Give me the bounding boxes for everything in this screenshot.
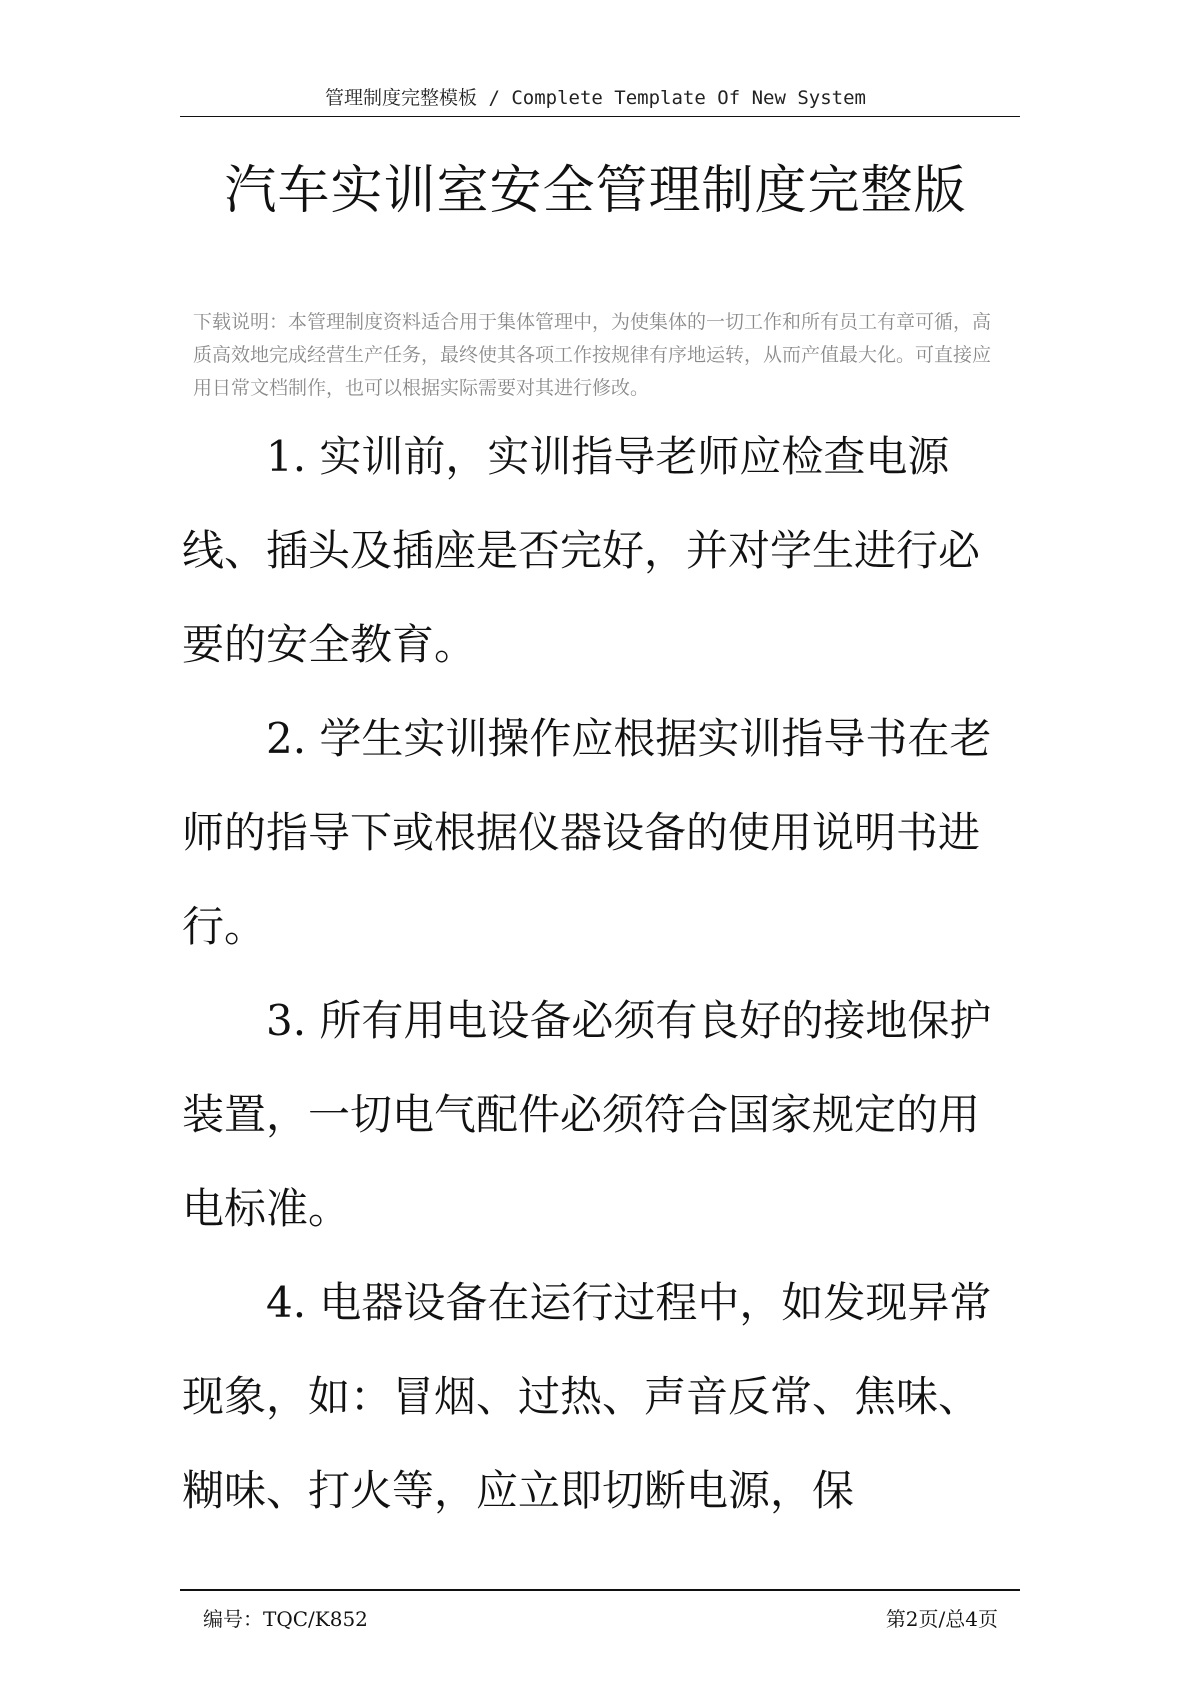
document-body <box>182 410 1012 1538</box>
page-number: 第2页/总4页 <box>885 1607 998 1631</box>
page-header: 管理制度完整模板 / Complete Template Of New System <box>325 87 866 109</box>
document-title: 汽车实训室安全管理制度完整版 <box>224 161 967 221</box>
document-code: 编号：TQC/K852 <box>203 1607 368 1631</box>
paragraph-3: 3. 所有用电设备必须有良好的接地保护装置，一切电气配件必须符合国家规定的用电标准。 <box>182 996 992 1233</box>
paragraph-4: 4. 电器设备在运行过程中，如发现异常现象，如：冒烟、过热、声音反常、焦味、糊味、打火等，应立即切断电源，保 <box>182 1278 992 1515</box>
paragraph-2: 2. 学生实训操作应根据实训指导书在老师的指导下或根据仪器设备的使用说明书进行。 <box>182 714 992 951</box>
paragraph-1: 1. 实训前，实训指导老师应检查电源线、插头及插座是否完好，并对学生进行必要的安全教育。 <box>182 432 981 669</box>
download-note: 下载说明：本管理制度资料适合用于集体管理中，为使集体的一切工作和所有员工有章可循，高质高效地完成经营生产任务，最终使其各项工作按规律有序地运转，从而产值最大化。可直接应用日常文档制作，也可以根据实际需要对其进行修改。 <box>193 311 992 399</box>
footer-divider <box>180 1589 1020 1591</box>
header-divider <box>180 116 1020 117</box>
